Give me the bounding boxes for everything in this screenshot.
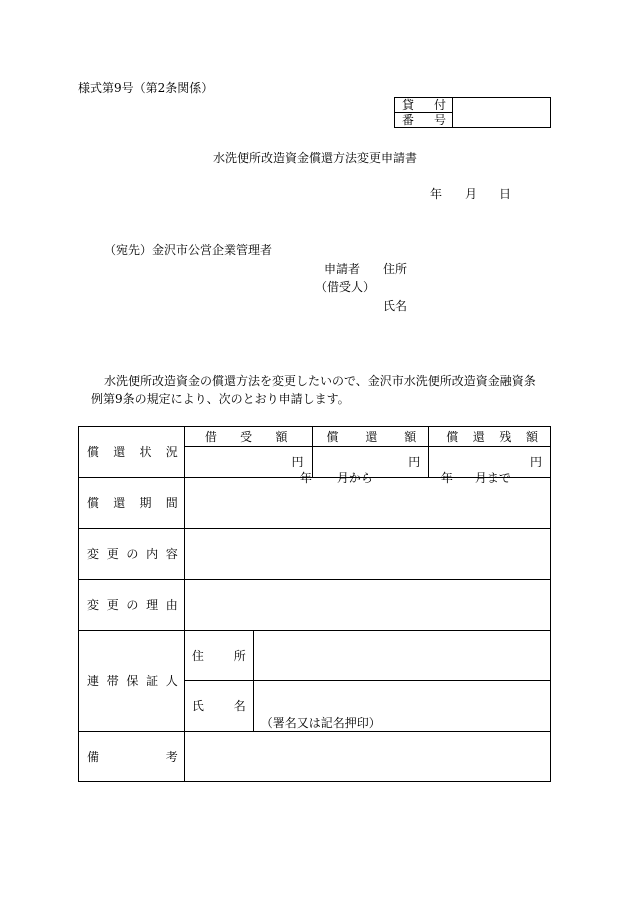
applicant-address-label: 住所 <box>383 262 408 276</box>
signature-note: （署名又は記名押印） <box>260 716 381 730</box>
change-content-field[interactable] <box>184 529 550 580</box>
applicant-label: 申請者 <box>324 262 361 276</box>
period-to-year: 年 <box>440 471 453 485</box>
body-text-line1: 水洗便所改造資金の償還方法を変更したいので、金沢市水洗便所改造資金融資条 <box>104 374 536 388</box>
document-title: 水洗便所改造資金償還方法変更申請書 <box>212 151 417 165</box>
loan-label-row2: 番 号 <box>395 113 453 128</box>
remarks-field[interactable] <box>184 732 550 782</box>
repaid-amount-header: 償 還 額 <box>312 427 429 447</box>
addressee: （宛先）金沢市公営企業管理者 <box>104 243 273 257</box>
period-to-month: 月まで <box>474 471 511 485</box>
loan-label-row1: 貸 付 <box>395 98 453 113</box>
guarantor-label: 連 帯 保 証 人 <box>79 631 185 732</box>
loan-amount-unit: 円 <box>291 455 304 469</box>
change-reason-field[interactable] <box>184 580 550 631</box>
applicant-name-label: 氏名 <box>383 299 408 313</box>
repayment-status-label: 償 還 状 況 <box>79 427 185 478</box>
loan-number-field[interactable] <box>453 98 551 128</box>
form-number: 様式第9号（第2条関係） <box>78 81 214 95</box>
loan-amount-field[interactable] <box>184 447 312 478</box>
date-month: 月 <box>465 187 478 201</box>
repaid-amount-unit: 円 <box>408 455 421 469</box>
period-from-year: 年 <box>299 471 312 485</box>
loan-amount-header: 借 受 額 <box>184 427 312 447</box>
guarantor-address-field[interactable] <box>253 631 550 681</box>
applicant-borrower-label: （借受人） <box>315 280 376 294</box>
remarks-label: 備 考 <box>79 732 185 782</box>
change-content-label: 変 更 の 内 容 <box>79 529 185 580</box>
period-from-month: 月から <box>336 471 373 485</box>
repayment-period-label: 償 還 期 間 <box>79 478 185 529</box>
remaining-amount-unit: 円 <box>529 455 542 469</box>
guarantor-name-field[interactable] <box>253 681 550 732</box>
repayment-period-field[interactable] <box>184 471 550 529</box>
guarantor-address-label: 住 所 <box>184 631 253 681</box>
application-table <box>78 426 551 782</box>
remaining-amount-header: 償 還 残 額 <box>429 427 551 447</box>
change-reason-label: 変 更 の 理 由 <box>79 580 185 631</box>
body-text-line2: 例第9条の規定により、次のとおり申請します。 <box>91 392 350 406</box>
date-year: 年 <box>430 187 443 201</box>
date-day: 日 <box>499 187 512 201</box>
guarantor-name-label: 氏 名 <box>184 681 253 732</box>
loan-number-box <box>394 97 551 128</box>
